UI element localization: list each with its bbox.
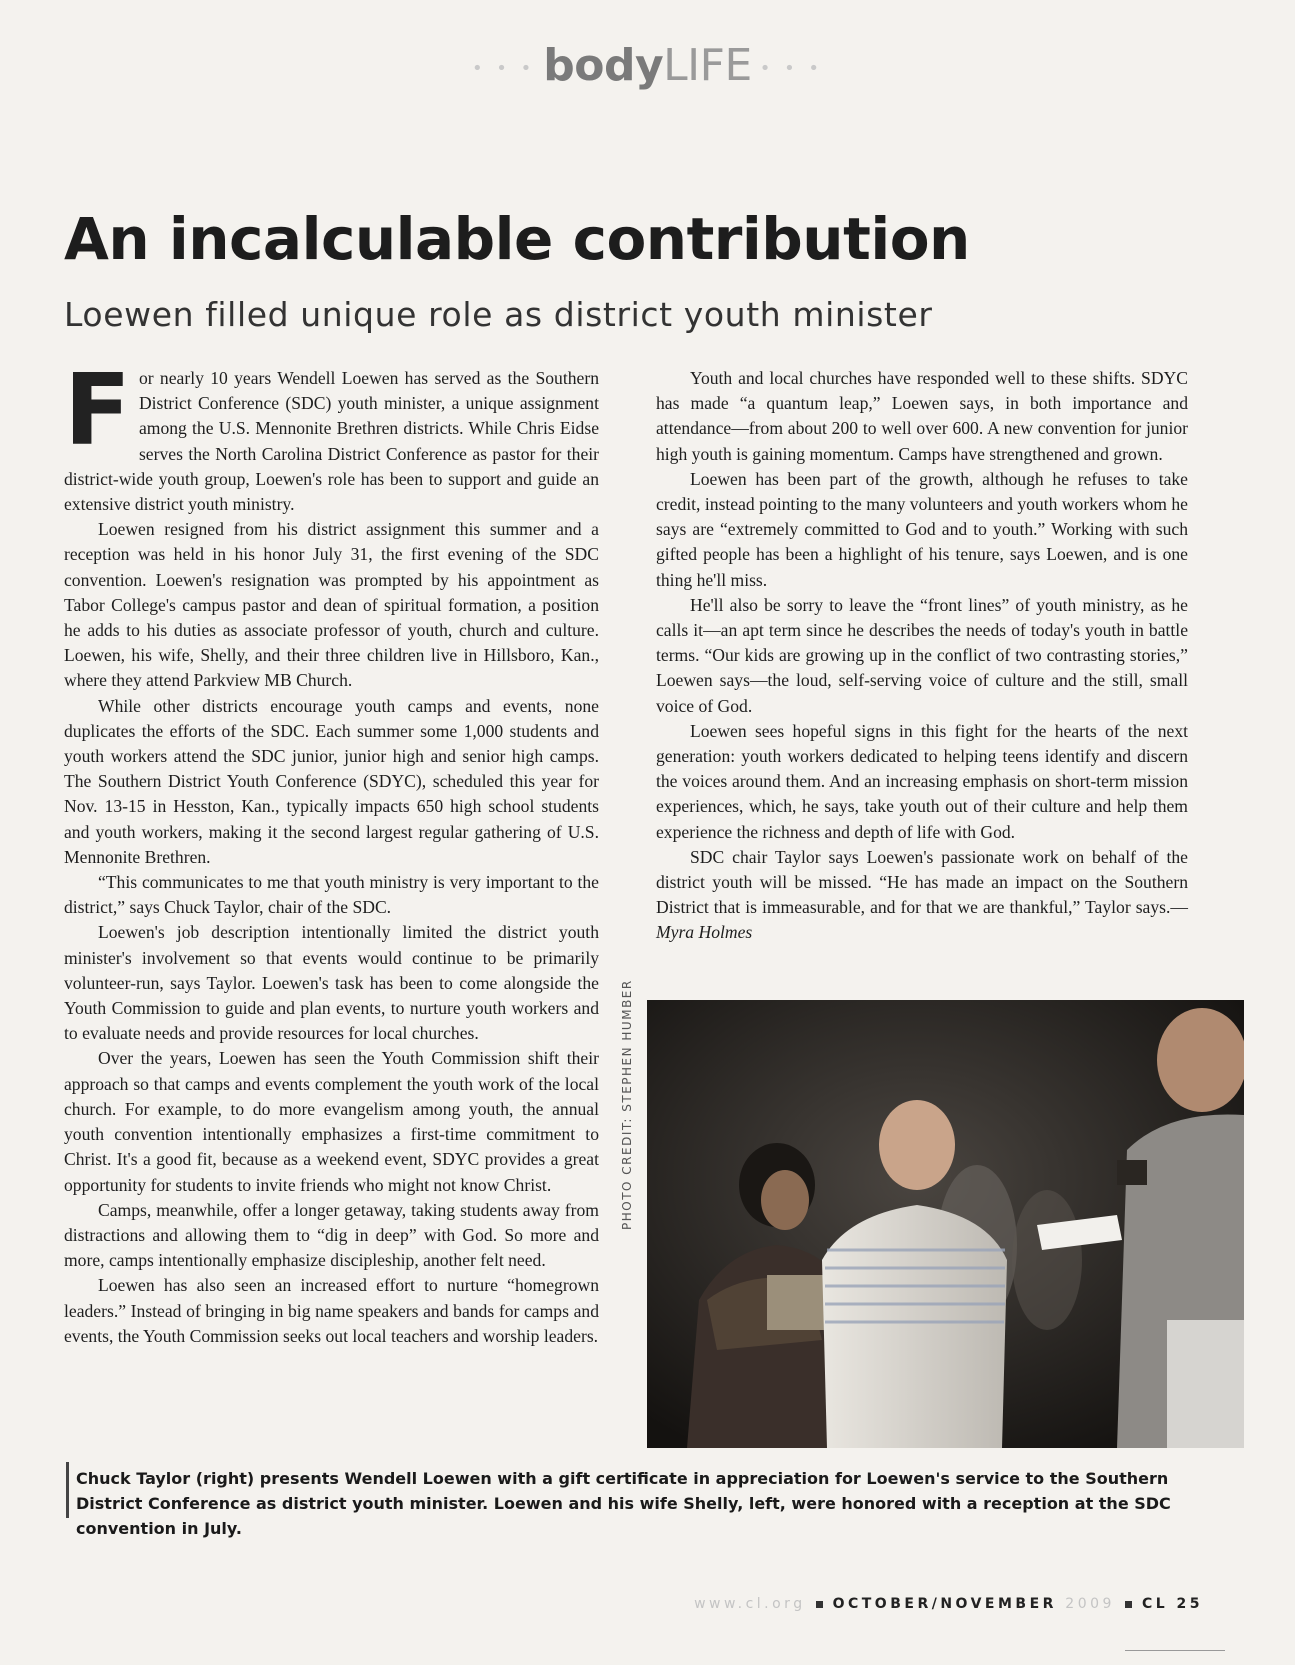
paragraph: Loewen has also seen an increased effort to nurture “homegrown leaders.” Instead of bringing in big name speakers and bands for camps and events, the Youth Commission seeks out local teachers and worship leaders. bbox=[64, 1275, 599, 1346]
section-name-light: LIFE bbox=[663, 40, 752, 91]
paragraph: Loewen's job description intentionally limited the district youth minister's involvement so that events would continue to be primarily volunteer-run, says Taylor. Loewen's task has been to come alongside the Youth Commission to guide and plan events, to nurture youth workers and to evaluate needs and provide resources for local churches. bbox=[64, 922, 599, 1044]
header-dots-left: • • • bbox=[471, 57, 536, 79]
photo-caption: Chuck Taylor (right) presents Wendell Loewen with a gift certificate in appreciation for Loewen's service to the Southern District Conference as district youth minister. Loewen and his wife Shelly, left, were honored with a reception at the SDC convention in July. bbox=[76, 1469, 1171, 1538]
paragraph bbox=[656, 845, 1188, 946]
drop-cap: F bbox=[64, 354, 131, 468]
paragraph: While other districts encourage youth camps and events, none duplicates the efforts of the SDC. Each summer some 1,000 students and youth workers attend the SDC junior, junior high and senior high camps. The Southern District Youth Conference (SDYC), scheduled this year for Nov. 13-15 in Hesston, Kan., typically impacts 650 high school students and youth workers, making it the second largest regular gathering of U.S. Mennonite Brethren. bbox=[64, 695, 599, 867]
paragraph: Over the years, Loewen has seen the Youth Commission shift their approach so that camps and events complement the youth work of the local church. For example, to do more evangelism among youth, the annual youth convention intentionally emphasizes a first-time commitment to Christ. It's a good fit, because as a weekend event, SDYC provides a great opportunity for students to invite friends who might not know Christ. bbox=[64, 1048, 599, 1195]
photo-credit: PHOTO CREDIT: STEPHEN HUMBER bbox=[620, 979, 634, 1230]
footer-website: www.cl.org bbox=[694, 1596, 806, 1612]
paragraph: Camps, meanwhile, offer a longer getaway, taking students away from distractions and allowing them to “dig in deep” with God. So more and more, camps intentionally emphasize discipleship, another felt need. bbox=[64, 1199, 599, 1271]
footer-rule bbox=[1125, 1650, 1225, 1651]
header-dots-right: • • • bbox=[759, 57, 824, 79]
footer-square-icon bbox=[1125, 1601, 1132, 1608]
byline: Myra Holmes bbox=[656, 922, 753, 943]
article-title: An incalculable contribution bbox=[64, 205, 970, 273]
paragraph: He'll also be sorry to leave the “front lines” of youth ministry, as he calls it—an apt term since he describes the needs of today's youth in battle terms. “Our kids are growing up in the conflict of two contrasting stories,” Loewen says—the loud, self-serving voice of culture and the still, small voice of God. bbox=[656, 594, 1188, 716]
photo-illustration bbox=[647, 1000, 1244, 1448]
footer-publication: CL bbox=[1141, 1596, 1169, 1612]
caption-rule bbox=[66, 1462, 69, 1518]
paragraph: Loewen has been part of the growth, although he refuses to take credit, instead pointing to the many volunteers and youth workers whom he says are “extremely committed to God and to youth.” Working with such gifted people has been a highlight of his tenure, says Loewen, and is one thing he'll miss. bbox=[656, 468, 1188, 590]
left-column bbox=[64, 354, 599, 1349]
paragraph: Loewen resigned from his district assignment this summer and a reception was held in his honor July 31, the first evening of the SDC convention. Loewen's resignation was prompted by his appointment as Tabor College's campus pastor and dean of spiritual formation, a position he adds to his duties as associate professor of youth, church and culture. Loewen, his wife, Shelly, and their three children live in Hillsboro, Kan., where they attend Parkview MB Church. bbox=[64, 519, 599, 691]
paragraph: “This communicates to me that youth ministry is very important to the district,” says Chuck Taylor, chair of the SDC. bbox=[64, 872, 599, 918]
paragraph-text: or nearly 10 years Wendell Loewen has served as the Southern District Conference (SDC) youth minister, a unique assignment among the U.S. Mennonite Brethren districts. While Chris Eidse serves the North Carolina District Conference as pastor for their district-wide youth group, Loewen's role has been to support and guide an extensive district youth ministry. bbox=[64, 368, 599, 515]
right-column bbox=[656, 366, 1188, 946]
paragraph: Loewen sees hopeful signs in this fight for the hearts of the next generation: youth workers dedicated to helping teens identify and discern the voices around them. And an increasing emphasis on short-term mission experiences, which, he says, take youth out of their culture and help them experience the richness and depth of life with God. bbox=[656, 720, 1188, 842]
event-photo bbox=[647, 1000, 1244, 1448]
section-name-bold: body bbox=[543, 40, 664, 91]
paragraph: Youth and local churches have responded well to these shifts. SDYC has made “a quantum leap,” Loewen says, in both importance and attendance—from about 200 to well over 600. A new convention for junior high youth is gaining momentum. Camps have strengthened and grown. bbox=[656, 368, 1188, 464]
paragraph bbox=[64, 354, 599, 517]
footer-issue: OCTOBER/NOVEMBER bbox=[832, 1596, 1057, 1612]
footer-page-number: 25 bbox=[1176, 1596, 1203, 1612]
article-subtitle: Loewen filled unique role as district youth minister bbox=[64, 295, 933, 334]
paragraph-text: SDC chair Taylor says Loewen's passionate work on behalf of the district youth will be missed. “He has made an impact on the Southern District that is immeasurable, and for that we are thankful,” Taylor says.— bbox=[656, 846, 1188, 918]
section-header bbox=[0, 40, 1295, 91]
footer-square-icon bbox=[816, 1601, 823, 1608]
page-footer bbox=[694, 1596, 1203, 1612]
footer-year: 2009 bbox=[1065, 1596, 1115, 1612]
